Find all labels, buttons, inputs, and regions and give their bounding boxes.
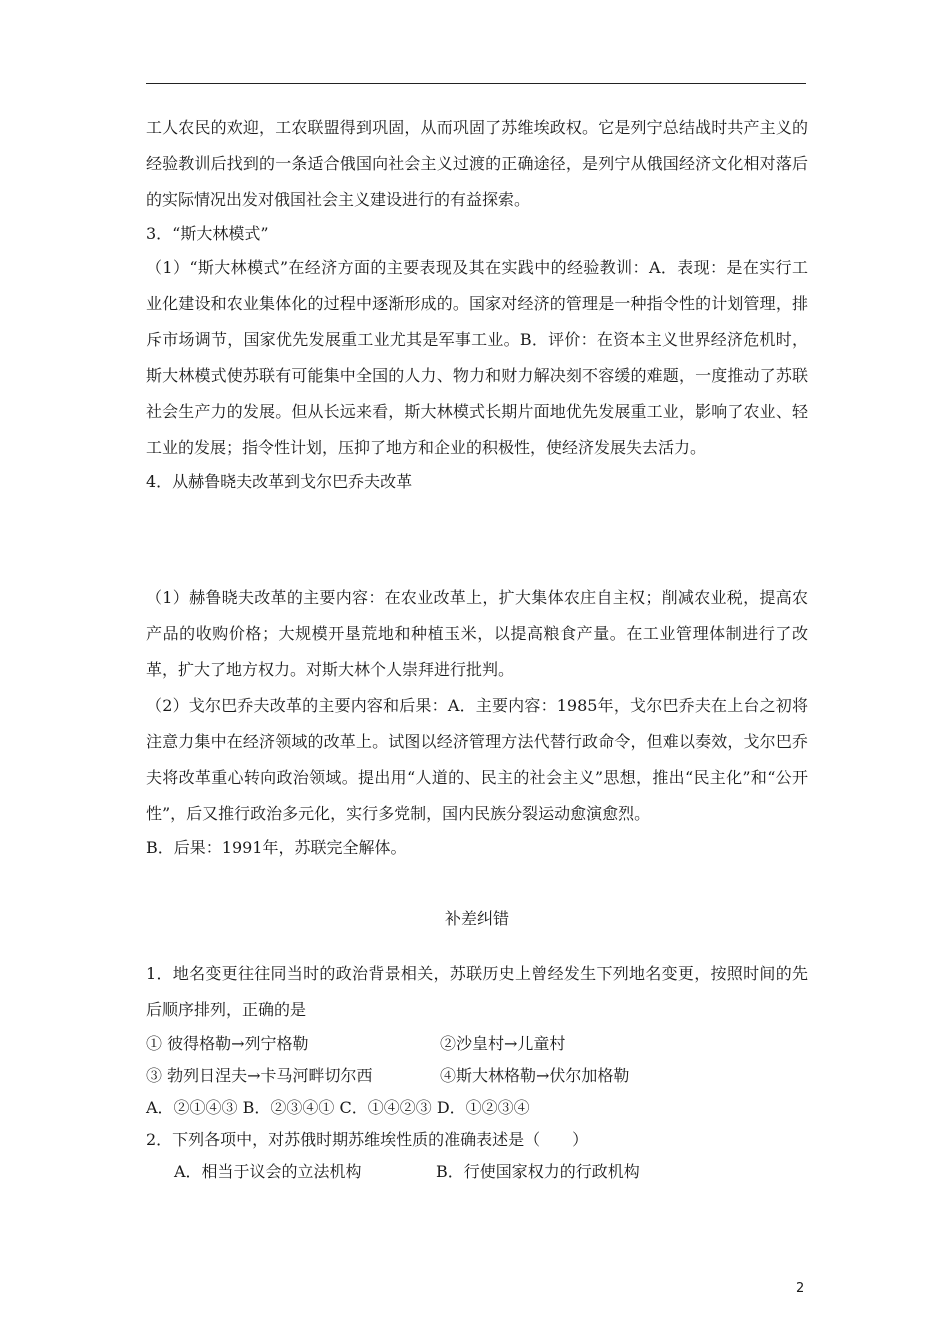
- question-2-option-b: B．行使国家权力的行政机构: [436, 1162, 640, 1181]
- page-number: 2: [796, 1281, 805, 1296]
- question-1-item-3: ③ 勃列日涅夫→卡马河畔切尔西: [146, 1066, 373, 1085]
- question-1-item-4: ④斯大林格勒→伏尔加格勒: [440, 1066, 630, 1085]
- section3-heading: 3．“斯大林模式”: [146, 224, 269, 243]
- blank-space: [146, 498, 808, 580]
- header-rule: [146, 83, 806, 84]
- question-2-option-a: A．相当于议会的立法机构: [174, 1162, 362, 1181]
- question-1-items-row-1: [146, 1028, 808, 1060]
- exercise-title: 补差纠错: [444, 909, 509, 928]
- question-1-options: A．②①④③ B．②③④① C．①④②③ D．①②③④: [146, 1098, 530, 1117]
- section2-tail-paragraph: 工人农民的欢迎，工农联盟得到巩固，从而巩固了苏维埃政权。它是列宁总结战时共产主义的经验教训后找到的一条适合俄国向社会主义过渡的正确途径，是列宁从俄国经济文化相对落后的实际情况出发对俄国社会主义建设进行的有益探索。: [146, 118, 808, 209]
- question-1-stem: 1．地名变更往往同当时的政治背景相关，苏联历史上曾经发生下列地名变更，按照时间的先后顺序排列，正确的是: [146, 964, 808, 1019]
- section4-heading: 4．从赫鲁晓夫改革到戈尔巴乔夫改革: [146, 472, 413, 491]
- question-2-options: [146, 1156, 808, 1188]
- document-body: [146, 110, 808, 1188]
- section4-paragraph-2: （2）戈尔巴乔夫改革的主要内容和后果：A．主要内容：1985年，戈尔巴乔夫在上台之初将注意力集中在经济领域的改革上。试图以经济管理方法代替行政命令，但难以奏效，戈尔巴乔夫将改革重心转向政治领域。提出用“人道的、民主的社会主义”思想，推出“民主化”和“公开性”，后又推行政治多元化，实行多党制，国内民族分裂运动愈演愈烈。: [146, 696, 808, 823]
- question-2-stem: 2．下列各项中，对苏俄时期苏维埃性质的准确表述是（ ）: [146, 1130, 589, 1149]
- question-1-items-row-2: [146, 1060, 808, 1092]
- section3-paragraph: （1）“斯大林模式”在经济方面的主要表现及其在实践中的经验教训：A．表现：是在实行工业化建设和农业集体化的过程中逐渐形成的。国家对经济的管理是一种指令性的计划管理，排斥市场调节，国家优先发展重工业尤其是军事工业。B．评价：在资本主义世界经济危机时，斯大林模式使苏联有可能集中全国的人力、物力和财力解决刻不容缓的难题，一度推动了苏联社会生产力的发展。但从长远来看，斯大林模式长期片面地优先发展重工业，影响了农业、轻工业的发展；指令性计划，压抑了地方和企业的积极性，使经济发展失去活力。: [146, 258, 808, 457]
- question-1-item-2: ②沙皇村→儿童村: [440, 1034, 566, 1053]
- question-1-item-1: ① 彼得格勒→列宁格勒: [146, 1034, 309, 1053]
- section4-paragraph-1: （1）赫鲁晓夫改革的主要内容：在农业改革上，扩大集体农庄自主权；削减农业税，提高农产品的收购价格；大规模开垦荒地和种植玉米，以提高粮食产量。在工业管理体制进行了改革，扩大了地方权力。对斯大林个人崇拜进行批判。: [146, 588, 808, 679]
- section4-paragraph-3: B．后果：1991年，苏联完全解体。: [146, 838, 407, 857]
